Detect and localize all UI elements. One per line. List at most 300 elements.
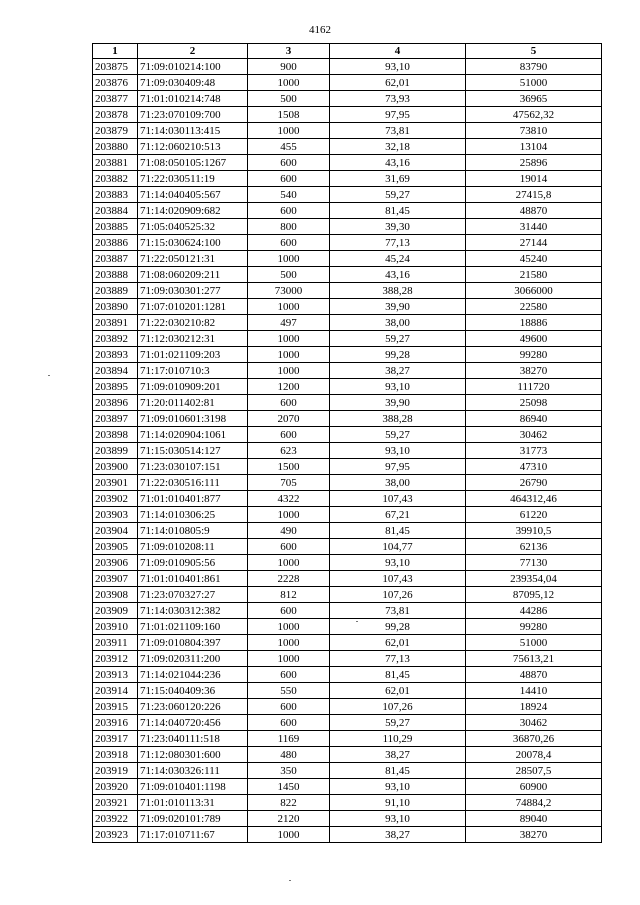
rate-value: 388,28 xyxy=(330,283,466,299)
area-value: 800 xyxy=(248,219,330,235)
rate-value: 99,28 xyxy=(330,347,466,363)
amount-value: 31773 xyxy=(466,443,602,459)
table-row xyxy=(93,827,602,843)
table-row xyxy=(93,747,602,763)
amount-value: 89040 xyxy=(466,811,602,827)
table-row xyxy=(93,811,602,827)
cadastral-number: 71:23:070109:700 xyxy=(138,107,248,123)
table-row xyxy=(93,395,602,411)
table-row xyxy=(93,475,602,491)
row-number: 203876 xyxy=(93,75,138,91)
header-row xyxy=(93,44,602,59)
cadastral-number: 71:09:010804:397 xyxy=(138,635,248,651)
table-row xyxy=(93,667,602,683)
area-value: 600 xyxy=(248,171,330,187)
table-row xyxy=(93,683,602,699)
rate-value: 81,45 xyxy=(330,523,466,539)
amount-value: 99280 xyxy=(466,619,602,635)
table-row xyxy=(93,155,602,171)
rate-value: 97,95 xyxy=(330,459,466,475)
rate-value: 59,27 xyxy=(330,331,466,347)
amount-value: 18886 xyxy=(466,315,602,331)
cadastral-number: 71:01:010401:861 xyxy=(138,571,248,587)
rate-value: 81,45 xyxy=(330,667,466,683)
amount-value: 38270 xyxy=(466,363,602,379)
area-value: 1000 xyxy=(248,347,330,363)
row-number: 203915 xyxy=(93,699,138,715)
area-value: 1000 xyxy=(248,299,330,315)
amount-value: 87095,12 xyxy=(466,587,602,603)
rate-value: 38,27 xyxy=(330,363,466,379)
rate-value: 91,10 xyxy=(330,795,466,811)
rate-value: 59,27 xyxy=(330,715,466,731)
area-value: 600 xyxy=(248,715,330,731)
row-number: 203879 xyxy=(93,123,138,139)
rate-value: 97,95 xyxy=(330,107,466,123)
column-header-5: 5 xyxy=(466,44,602,59)
amount-value: 62136 xyxy=(466,539,602,555)
table-row xyxy=(93,107,602,123)
amount-value: 3066000 xyxy=(466,283,602,299)
cadastral-number: 71:17:010710:3 xyxy=(138,363,248,379)
table-row xyxy=(93,235,602,251)
cadastral-number: 71:12:080301:600 xyxy=(138,747,248,763)
cadastral-number: 71:14:021044:236 xyxy=(138,667,248,683)
rate-value: 59,27 xyxy=(330,187,466,203)
row-number: 203908 xyxy=(93,587,138,603)
amount-value: 13104 xyxy=(466,139,602,155)
amount-value: 19014 xyxy=(466,171,602,187)
area-value: 1000 xyxy=(248,331,330,347)
amount-value: 464312,46 xyxy=(466,491,602,507)
table-row xyxy=(93,123,602,139)
table-row xyxy=(93,459,602,475)
row-number: 203890 xyxy=(93,299,138,315)
cadastral-number: 71:23:040111:518 xyxy=(138,731,248,747)
rate-value: 62,01 xyxy=(330,683,466,699)
scan-speck xyxy=(356,621,358,622)
area-value: 455 xyxy=(248,139,330,155)
amount-value: 48870 xyxy=(466,667,602,683)
area-value: 812 xyxy=(248,587,330,603)
amount-value: 47310 xyxy=(466,459,602,475)
amount-value: 75613,21 xyxy=(466,651,602,667)
rate-value: 62,01 xyxy=(330,635,466,651)
row-number: 203914 xyxy=(93,683,138,699)
table-row xyxy=(93,539,602,555)
row-number: 203909 xyxy=(93,603,138,619)
area-value: 600 xyxy=(248,699,330,715)
amount-value: 73810 xyxy=(466,123,602,139)
rate-value: 107,43 xyxy=(330,491,466,507)
rate-value: 73,93 xyxy=(330,91,466,107)
amount-value: 36965 xyxy=(466,91,602,107)
amount-value: 20078,4 xyxy=(466,747,602,763)
cadastral-number: 71:22:030511:19 xyxy=(138,171,248,187)
rate-value: 39,90 xyxy=(330,395,466,411)
area-value: 600 xyxy=(248,155,330,171)
area-value: 1000 xyxy=(248,507,330,523)
cadastral-number: 71:14:030113:415 xyxy=(138,123,248,139)
area-value: 480 xyxy=(248,747,330,763)
amount-value: 60900 xyxy=(466,779,602,795)
row-number: 203903 xyxy=(93,507,138,523)
cadastral-number: 71:22:050121:31 xyxy=(138,251,248,267)
area-value: 1169 xyxy=(248,731,330,747)
cadastral-number: 71:23:030107:151 xyxy=(138,459,248,475)
amount-value: 51000 xyxy=(466,75,602,91)
table-row xyxy=(93,651,602,667)
rate-value: 62,01 xyxy=(330,75,466,91)
table-row xyxy=(93,795,602,811)
cadastral-number: 71:08:050105:1267 xyxy=(138,155,248,171)
row-number: 203919 xyxy=(93,763,138,779)
amount-value: 239354,04 xyxy=(466,571,602,587)
table-row xyxy=(93,139,602,155)
row-number: 203916 xyxy=(93,715,138,731)
amount-value: 48870 xyxy=(466,203,602,219)
rate-value: 38,00 xyxy=(330,475,466,491)
area-value: 497 xyxy=(248,315,330,331)
rate-value: 32,18 xyxy=(330,139,466,155)
row-number: 203900 xyxy=(93,459,138,475)
cadastral-number: 71:12:060210:513 xyxy=(138,139,248,155)
row-number: 203889 xyxy=(93,283,138,299)
rate-value: 93,10 xyxy=(330,555,466,571)
cadastral-number: 71:01:021109:160 xyxy=(138,619,248,635)
amount-value: 38270 xyxy=(466,827,602,843)
table-row xyxy=(93,219,602,235)
amount-value: 83790 xyxy=(466,59,602,75)
rate-value: 93,10 xyxy=(330,59,466,75)
table-row xyxy=(93,347,602,363)
cadastral-number: 71:14:030312:382 xyxy=(138,603,248,619)
rate-value: 73,81 xyxy=(330,123,466,139)
table-row xyxy=(93,635,602,651)
row-number: 203885 xyxy=(93,219,138,235)
column-header-4: 4 xyxy=(330,44,466,59)
rate-value: 110,29 xyxy=(330,731,466,747)
cadastral-number: 71:14:040405:567 xyxy=(138,187,248,203)
cadastral-number: 71:01:010214:748 xyxy=(138,91,248,107)
rate-value: 31,69 xyxy=(330,171,466,187)
area-value: 600 xyxy=(248,203,330,219)
table-row xyxy=(93,523,602,539)
rate-value: 104,77 xyxy=(330,539,466,555)
row-number: 203895 xyxy=(93,379,138,395)
area-value: 1200 xyxy=(248,379,330,395)
cadastral-number: 71:09:010909:201 xyxy=(138,379,248,395)
row-number: 203910 xyxy=(93,619,138,635)
row-number: 203898 xyxy=(93,427,138,443)
amount-value: 18924 xyxy=(466,699,602,715)
rate-value: 39,90 xyxy=(330,299,466,315)
area-value: 1000 xyxy=(248,827,330,843)
cadastral-number: 71:09:010214:100 xyxy=(138,59,248,75)
table-row xyxy=(93,699,602,715)
row-number: 203877 xyxy=(93,91,138,107)
table-row xyxy=(93,603,602,619)
area-value: 1000 xyxy=(248,651,330,667)
row-number: 203880 xyxy=(93,139,138,155)
cadastral-number: 71:20:011402:81 xyxy=(138,395,248,411)
cadastral-number: 71:14:010805:9 xyxy=(138,523,248,539)
area-value: 600 xyxy=(248,539,330,555)
rate-value: 38,00 xyxy=(330,315,466,331)
row-number: 203918 xyxy=(93,747,138,763)
amount-value: 74884,2 xyxy=(466,795,602,811)
area-value: 600 xyxy=(248,427,330,443)
area-value: 1000 xyxy=(248,555,330,571)
row-number: 203902 xyxy=(93,491,138,507)
row-number: 203905 xyxy=(93,539,138,555)
rate-value: 59,27 xyxy=(330,427,466,443)
area-value: 600 xyxy=(248,235,330,251)
area-value: 540 xyxy=(248,187,330,203)
row-number: 203881 xyxy=(93,155,138,171)
row-number: 203899 xyxy=(93,443,138,459)
cadastral-number: 71:22:030516:111 xyxy=(138,475,248,491)
row-number: 203901 xyxy=(93,475,138,491)
area-value: 822 xyxy=(248,795,330,811)
row-number: 203923 xyxy=(93,827,138,843)
area-value: 1000 xyxy=(248,363,330,379)
area-value: 1000 xyxy=(248,635,330,651)
cadastral-number: 71:22:030210:82 xyxy=(138,315,248,331)
table-row xyxy=(93,251,602,267)
table-row xyxy=(93,379,602,395)
rate-value: 73,81 xyxy=(330,603,466,619)
rate-value: 43,16 xyxy=(330,267,466,283)
rate-value: 38,27 xyxy=(330,747,466,763)
amount-value: 14410 xyxy=(466,683,602,699)
row-number: 203887 xyxy=(93,251,138,267)
area-value: 705 xyxy=(248,475,330,491)
row-number: 203883 xyxy=(93,187,138,203)
rate-value: 38,27 xyxy=(330,827,466,843)
table-row xyxy=(93,331,602,347)
cadastral-number: 71:01:010401:877 xyxy=(138,491,248,507)
row-number: 203893 xyxy=(93,347,138,363)
area-value: 550 xyxy=(248,683,330,699)
amount-value: 45240 xyxy=(466,251,602,267)
area-value: 1000 xyxy=(248,75,330,91)
cadastral-number: 71:08:060209:211 xyxy=(138,267,248,283)
amount-value: 21580 xyxy=(466,267,602,283)
column-header-3: 3 xyxy=(248,44,330,59)
rate-value: 93,10 xyxy=(330,811,466,827)
table-row xyxy=(93,571,602,587)
row-number: 203920 xyxy=(93,779,138,795)
area-value: 1508 xyxy=(248,107,330,123)
rate-value: 93,10 xyxy=(330,443,466,459)
cadastral-number: 71:09:010905:56 xyxy=(138,555,248,571)
amount-value: 25098 xyxy=(466,395,602,411)
cadastral-number: 71:09:010401:1198 xyxy=(138,779,248,795)
table-row xyxy=(93,91,602,107)
row-number: 203907 xyxy=(93,571,138,587)
table-row xyxy=(93,315,602,331)
cadastral-number: 71:15:030514:127 xyxy=(138,443,248,459)
amount-value: 27415,8 xyxy=(466,187,602,203)
table-row xyxy=(93,731,602,747)
table-row xyxy=(93,299,602,315)
rate-value: 81,45 xyxy=(330,203,466,219)
amount-value: 26790 xyxy=(466,475,602,491)
cadastral-number: 71:23:060120:226 xyxy=(138,699,248,715)
area-value: 1450 xyxy=(248,779,330,795)
page-number: 4162 xyxy=(309,24,331,36)
rate-value: 107,26 xyxy=(330,699,466,715)
cadastral-number: 71:01:010113:31 xyxy=(138,795,248,811)
rate-value: 93,10 xyxy=(330,379,466,395)
table-row xyxy=(93,587,602,603)
amount-value: 111720 xyxy=(466,379,602,395)
rate-value: 99,28 xyxy=(330,619,466,635)
row-number: 203917 xyxy=(93,731,138,747)
area-value: 1000 xyxy=(248,619,330,635)
amount-value: 31440 xyxy=(466,219,602,235)
cadastral-number: 71:09:010208:11 xyxy=(138,539,248,555)
area-value: 1500 xyxy=(248,459,330,475)
area-value: 600 xyxy=(248,395,330,411)
cadastral-number: 71:15:040409:36 xyxy=(138,683,248,699)
amount-value: 39910,5 xyxy=(466,523,602,539)
cadastral-number: 71:01:021109:203 xyxy=(138,347,248,363)
rate-value: 388,28 xyxy=(330,411,466,427)
area-value: 350 xyxy=(248,763,330,779)
amount-value: 51000 xyxy=(466,635,602,651)
area-value: 1000 xyxy=(248,251,330,267)
table-row xyxy=(93,715,602,731)
table-row xyxy=(93,171,602,187)
cadastral-number: 71:09:030409:48 xyxy=(138,75,248,91)
rate-value: 45,24 xyxy=(330,251,466,267)
amount-value: 61220 xyxy=(466,507,602,523)
table-row xyxy=(93,507,602,523)
amount-value: 30462 xyxy=(466,427,602,443)
table-row xyxy=(93,427,602,443)
area-value: 600 xyxy=(248,667,330,683)
area-value: 600 xyxy=(248,603,330,619)
table-row xyxy=(93,59,602,75)
rate-value: 77,13 xyxy=(330,651,466,667)
amount-value: 44286 xyxy=(466,603,602,619)
row-number: 203913 xyxy=(93,667,138,683)
column-header-1: 1 xyxy=(93,44,138,59)
table-row xyxy=(93,619,602,635)
area-value: 1000 xyxy=(248,123,330,139)
cadastral-number: 71:14:030326:111 xyxy=(138,763,248,779)
row-number: 203878 xyxy=(93,107,138,123)
cadastral-number: 71:14:010306:25 xyxy=(138,507,248,523)
rate-value: 81,45 xyxy=(330,763,466,779)
table-row xyxy=(93,763,602,779)
cadastral-number: 71:17:010711:67 xyxy=(138,827,248,843)
cadastral-number: 71:09:020101:789 xyxy=(138,811,248,827)
row-number: 203922 xyxy=(93,811,138,827)
cadastral-number: 71:14:020909:682 xyxy=(138,203,248,219)
cadastral-number: 71:09:020311:200 xyxy=(138,651,248,667)
area-value: 490 xyxy=(248,523,330,539)
table-row xyxy=(93,75,602,91)
area-value: 73000 xyxy=(248,283,330,299)
table-row xyxy=(93,491,602,507)
table-body xyxy=(93,59,602,843)
row-number: 203904 xyxy=(93,523,138,539)
cadastral-number: 71:12:030212:31 xyxy=(138,331,248,347)
row-number: 203921 xyxy=(93,795,138,811)
area-value: 2228 xyxy=(248,571,330,587)
rate-value: 77,13 xyxy=(330,235,466,251)
cadastral-number: 71:14:040720:456 xyxy=(138,715,248,731)
amount-value: 28507,5 xyxy=(466,763,602,779)
table-row xyxy=(93,363,602,379)
amount-value: 86940 xyxy=(466,411,602,427)
area-value: 4322 xyxy=(248,491,330,507)
table-row xyxy=(93,203,602,219)
row-number: 203911 xyxy=(93,635,138,651)
amount-value: 36870,26 xyxy=(466,731,602,747)
cadastral-number: 71:15:030624:100 xyxy=(138,235,248,251)
cadastral-number: 71:09:010601:3198 xyxy=(138,411,248,427)
amount-value: 49600 xyxy=(466,331,602,347)
cadastral-number: 71:23:070327:27 xyxy=(138,587,248,603)
cadastral-number: 71:07:010201:1281 xyxy=(138,299,248,315)
register-table xyxy=(92,43,602,843)
amount-value: 77130 xyxy=(466,555,602,571)
row-number: 203886 xyxy=(93,235,138,251)
cadastral-number: 71:05:040525:32 xyxy=(138,219,248,235)
table-row xyxy=(93,443,602,459)
rate-value: 43,16 xyxy=(330,155,466,171)
table-row xyxy=(93,555,602,571)
area-value: 500 xyxy=(248,267,330,283)
table-row xyxy=(93,283,602,299)
rate-value: 67,21 xyxy=(330,507,466,523)
amount-value: 25896 xyxy=(466,155,602,171)
table-row xyxy=(93,267,602,283)
row-number: 203875 xyxy=(93,59,138,75)
row-number: 203891 xyxy=(93,315,138,331)
rate-value: 107,43 xyxy=(330,571,466,587)
rate-value: 107,26 xyxy=(330,587,466,603)
row-number: 203882 xyxy=(93,171,138,187)
amount-value: 99280 xyxy=(466,347,602,363)
table-row xyxy=(93,779,602,795)
scan-speck xyxy=(289,880,291,881)
row-number: 203888 xyxy=(93,267,138,283)
scan-speck xyxy=(48,375,50,376)
area-value: 2070 xyxy=(248,411,330,427)
area-value: 2120 xyxy=(248,811,330,827)
table-row xyxy=(93,187,602,203)
row-number: 203892 xyxy=(93,331,138,347)
amount-value: 30462 xyxy=(466,715,602,731)
row-number: 203897 xyxy=(93,411,138,427)
row-number: 203884 xyxy=(93,203,138,219)
cadastral-number: 71:09:030301:277 xyxy=(138,283,248,299)
row-number: 203896 xyxy=(93,395,138,411)
area-value: 623 xyxy=(248,443,330,459)
row-number: 203906 xyxy=(93,555,138,571)
area-value: 500 xyxy=(248,91,330,107)
amount-value: 22580 xyxy=(466,299,602,315)
rate-value: 39,30 xyxy=(330,219,466,235)
table-row xyxy=(93,411,602,427)
rate-value: 93,10 xyxy=(330,779,466,795)
row-number: 203912 xyxy=(93,651,138,667)
